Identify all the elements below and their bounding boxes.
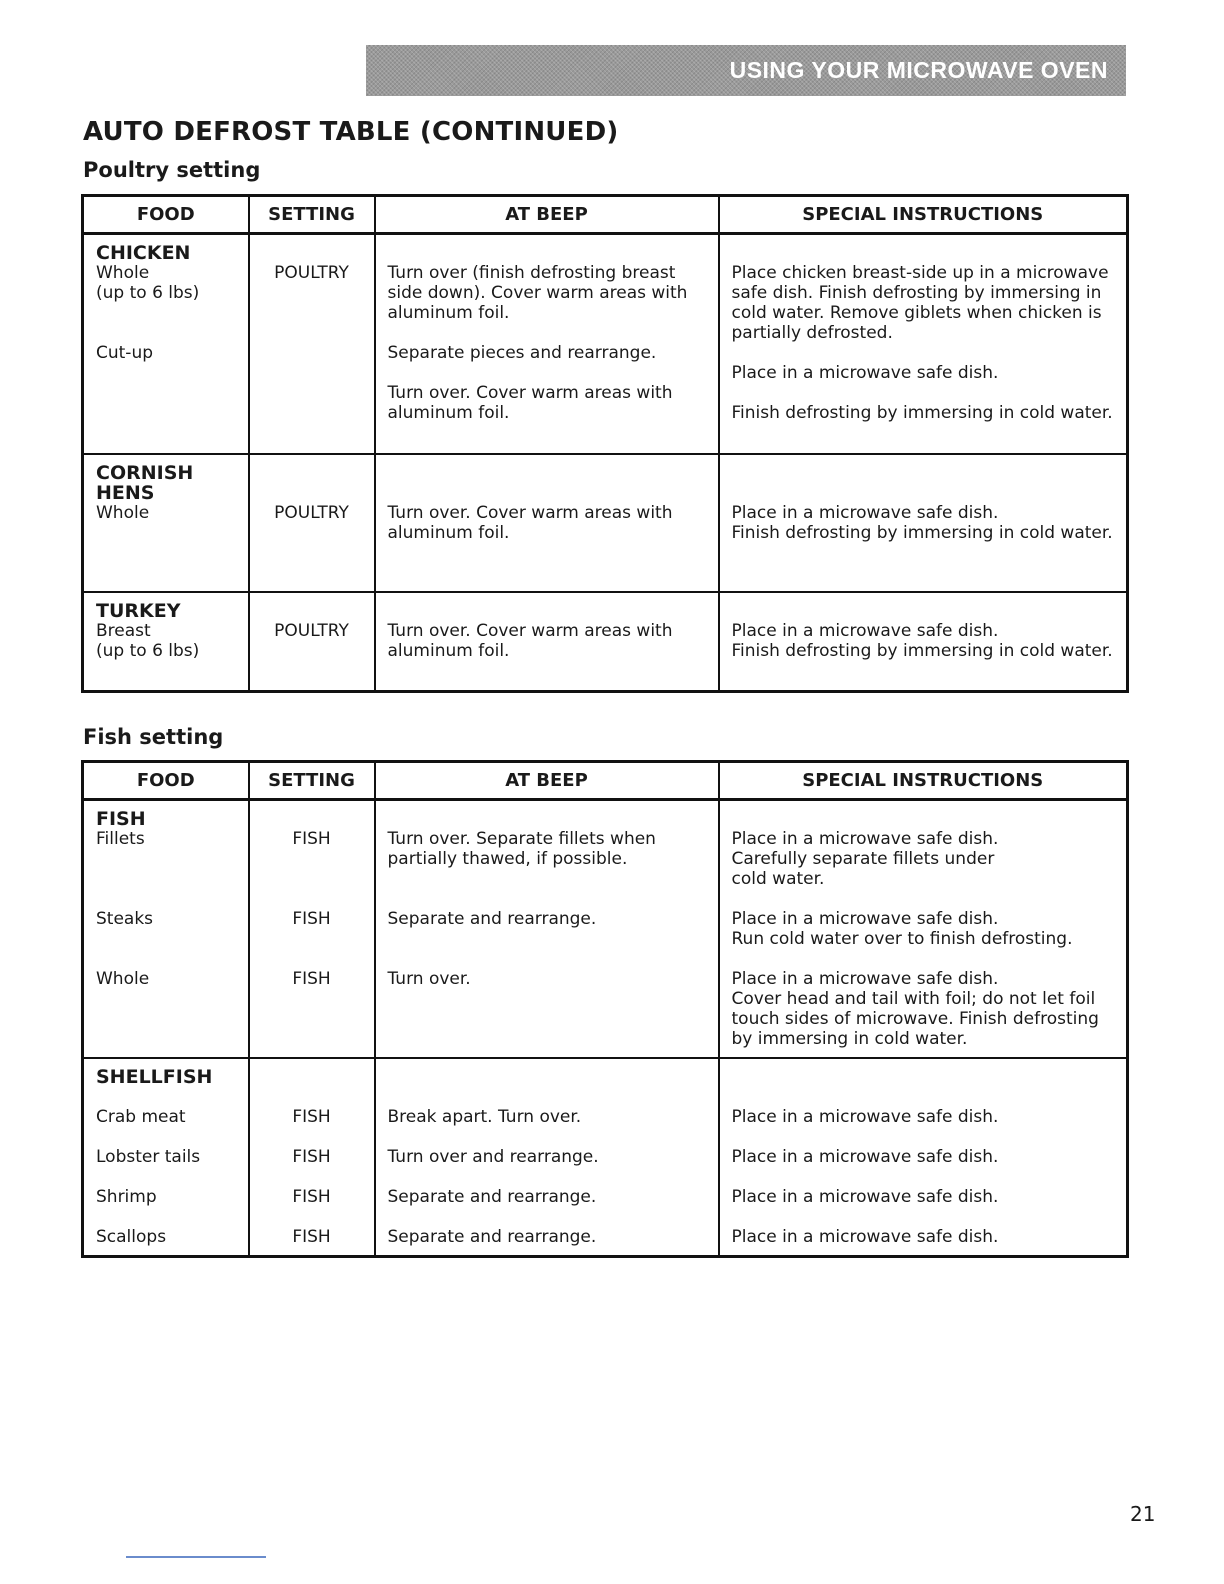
setting-cell xyxy=(249,1058,375,1257)
food-cell xyxy=(83,1058,249,1257)
instructions-cell xyxy=(719,454,1128,592)
beep-text: Turn over. Separate fillets when partially thawed, if possible. xyxy=(387,829,656,869)
setting-value: FISH xyxy=(292,1147,331,1167)
at-beep-cell xyxy=(375,592,719,692)
setting-value: POULTRY xyxy=(274,620,349,641)
setting-cell xyxy=(249,454,375,592)
instructions-text: Place in a microwave safe dish. Run cold water over to finish defrosting. xyxy=(731,909,1073,949)
setting-value: FISH xyxy=(292,1227,331,1247)
table-row xyxy=(83,234,1128,454)
food-item: Whole xyxy=(96,502,150,523)
instructions-cell xyxy=(719,800,1128,1059)
food-item: Steaks xyxy=(96,909,154,929)
table-row xyxy=(83,592,1128,692)
instructions-text: Place in a microwave safe dish. Carefully separate fillets under cold water. xyxy=(731,829,999,889)
instructions-text: Place in a microwave safe dish. Cover head and tail with foil; do not let foil touch sides of microwave. Finish defrosting by immersing in cold water. xyxy=(731,969,1099,1049)
food-group-cornish-hens: CORNISH HENS xyxy=(96,461,194,504)
food-cell xyxy=(83,800,249,1059)
instructions-text: Place in a microwave safe dish. Finish defrosting by immersing in cold water. xyxy=(731,620,1113,661)
col-header-food: FOOD xyxy=(83,196,249,234)
beep-text: Turn over (finish defrosting breast side down). Cover warm areas with aluminum foil. xyxy=(387,263,688,323)
beep-text: Break apart. Turn over. xyxy=(387,1107,582,1127)
fish-setting-heading: Fish setting xyxy=(83,725,224,749)
col-header-setting: SETTING xyxy=(249,762,375,800)
instructions-text: Place chicken breast-side up in a microwave safe dish. Finish defrosting by immersing in cold water. Remove giblets when chicken is partially defrosted. xyxy=(731,263,1109,343)
table-header-row xyxy=(83,762,1128,800)
beep-text: Separate and rearrange. xyxy=(387,1227,597,1247)
setting-value: POULTRY xyxy=(274,502,349,523)
instructions-text: Finish defrosting by immersing in cold water. xyxy=(731,403,1113,423)
setting-value: POULTRY xyxy=(274,263,349,283)
setting-value: FISH xyxy=(292,1107,331,1127)
instructions-text: Place in a microwave safe dish. xyxy=(731,1147,999,1167)
food-cell xyxy=(83,454,249,592)
food-item: Whole xyxy=(96,969,150,989)
col-header-food: FOOD xyxy=(83,762,249,800)
setting-cell xyxy=(249,592,375,692)
at-beep-cell xyxy=(375,1058,719,1257)
food-item: Shrimp xyxy=(96,1187,157,1207)
table-row xyxy=(83,1058,1128,1257)
footer-rule xyxy=(126,1556,266,1558)
food-group-shellfish: SHELLFISH xyxy=(96,1066,213,1088)
beep-text: Separate pieces and rearrange. xyxy=(387,343,657,363)
beep-text: Turn over. Cover warm areas with aluminum foil. xyxy=(387,502,673,543)
col-header-special-instructions: SPECIAL INSTRUCTIONS xyxy=(719,762,1128,800)
setting-value: FISH xyxy=(292,969,331,989)
at-beep-cell xyxy=(375,800,719,1059)
setting-value: FISH xyxy=(292,909,331,929)
beep-text: Separate and rearrange. xyxy=(387,1187,597,1207)
beep-text: Turn over. Cover warm areas with aluminum foil. xyxy=(387,620,673,661)
table-row xyxy=(83,454,1128,592)
beep-text: Separate and rearrange. xyxy=(387,909,597,929)
col-header-at-beep: AT BEEP xyxy=(375,196,719,234)
col-header-special-instructions: SPECIAL INSTRUCTIONS xyxy=(719,196,1128,234)
setting-cell xyxy=(249,800,375,1059)
food-item: Whole (up to 6 lbs) xyxy=(96,263,200,303)
table-header-row xyxy=(83,196,1128,234)
food-group-chicken: CHICKEN xyxy=(96,242,191,264)
food-cell xyxy=(83,592,249,692)
food-item: Lobster tails xyxy=(96,1147,201,1167)
col-header-setting: SETTING xyxy=(249,196,375,234)
instructions-cell xyxy=(719,234,1128,454)
at-beep-cell xyxy=(375,454,719,592)
table-row xyxy=(83,800,1128,1059)
instructions-text: Place in a microwave safe dish. xyxy=(731,1107,999,1127)
poultry-setting-heading: Poultry setting xyxy=(83,158,261,182)
food-group-fish: FISH xyxy=(96,808,146,830)
food-group-turkey: TURKEY xyxy=(96,599,181,622)
page-title: AUTO DEFROST TABLE (CONTINUED) xyxy=(83,117,619,147)
section-banner: USING YOUR MICROWAVE OVEN xyxy=(366,45,1126,96)
setting-value: FISH xyxy=(292,829,331,849)
food-item: Breast (up to 6 lbs) xyxy=(96,620,200,661)
page-number: 21 xyxy=(1130,1502,1156,1526)
fish-table xyxy=(81,760,1129,1258)
instructions-cell xyxy=(719,1058,1128,1257)
beep-text: Turn over. Cover warm areas with aluminum foil. xyxy=(387,383,673,423)
beep-text: Turn over and rearrange. xyxy=(387,1147,599,1167)
instructions-text: Place in a microwave safe dish. Finish defrosting by immersing in cold water. xyxy=(731,502,1113,543)
setting-value: FISH xyxy=(292,1187,331,1207)
poultry-table xyxy=(81,194,1129,693)
setting-cell xyxy=(249,234,375,454)
at-beep-cell xyxy=(375,234,719,454)
col-header-at-beep: AT BEEP xyxy=(375,762,719,800)
food-item: Crab meat xyxy=(96,1107,186,1127)
instructions-text: Place in a microwave safe dish. xyxy=(731,1227,999,1247)
food-item: Scallops xyxy=(96,1227,167,1247)
food-item: Fillets xyxy=(96,829,145,849)
food-item: Cut-up xyxy=(96,343,154,363)
beep-text: Turn over. xyxy=(387,969,471,989)
instructions-text: Place in a microwave safe dish. xyxy=(731,1187,999,1207)
instructions-cell xyxy=(719,592,1128,692)
instructions-text: Place in a microwave safe dish. xyxy=(731,363,999,383)
food-cell xyxy=(83,234,249,454)
